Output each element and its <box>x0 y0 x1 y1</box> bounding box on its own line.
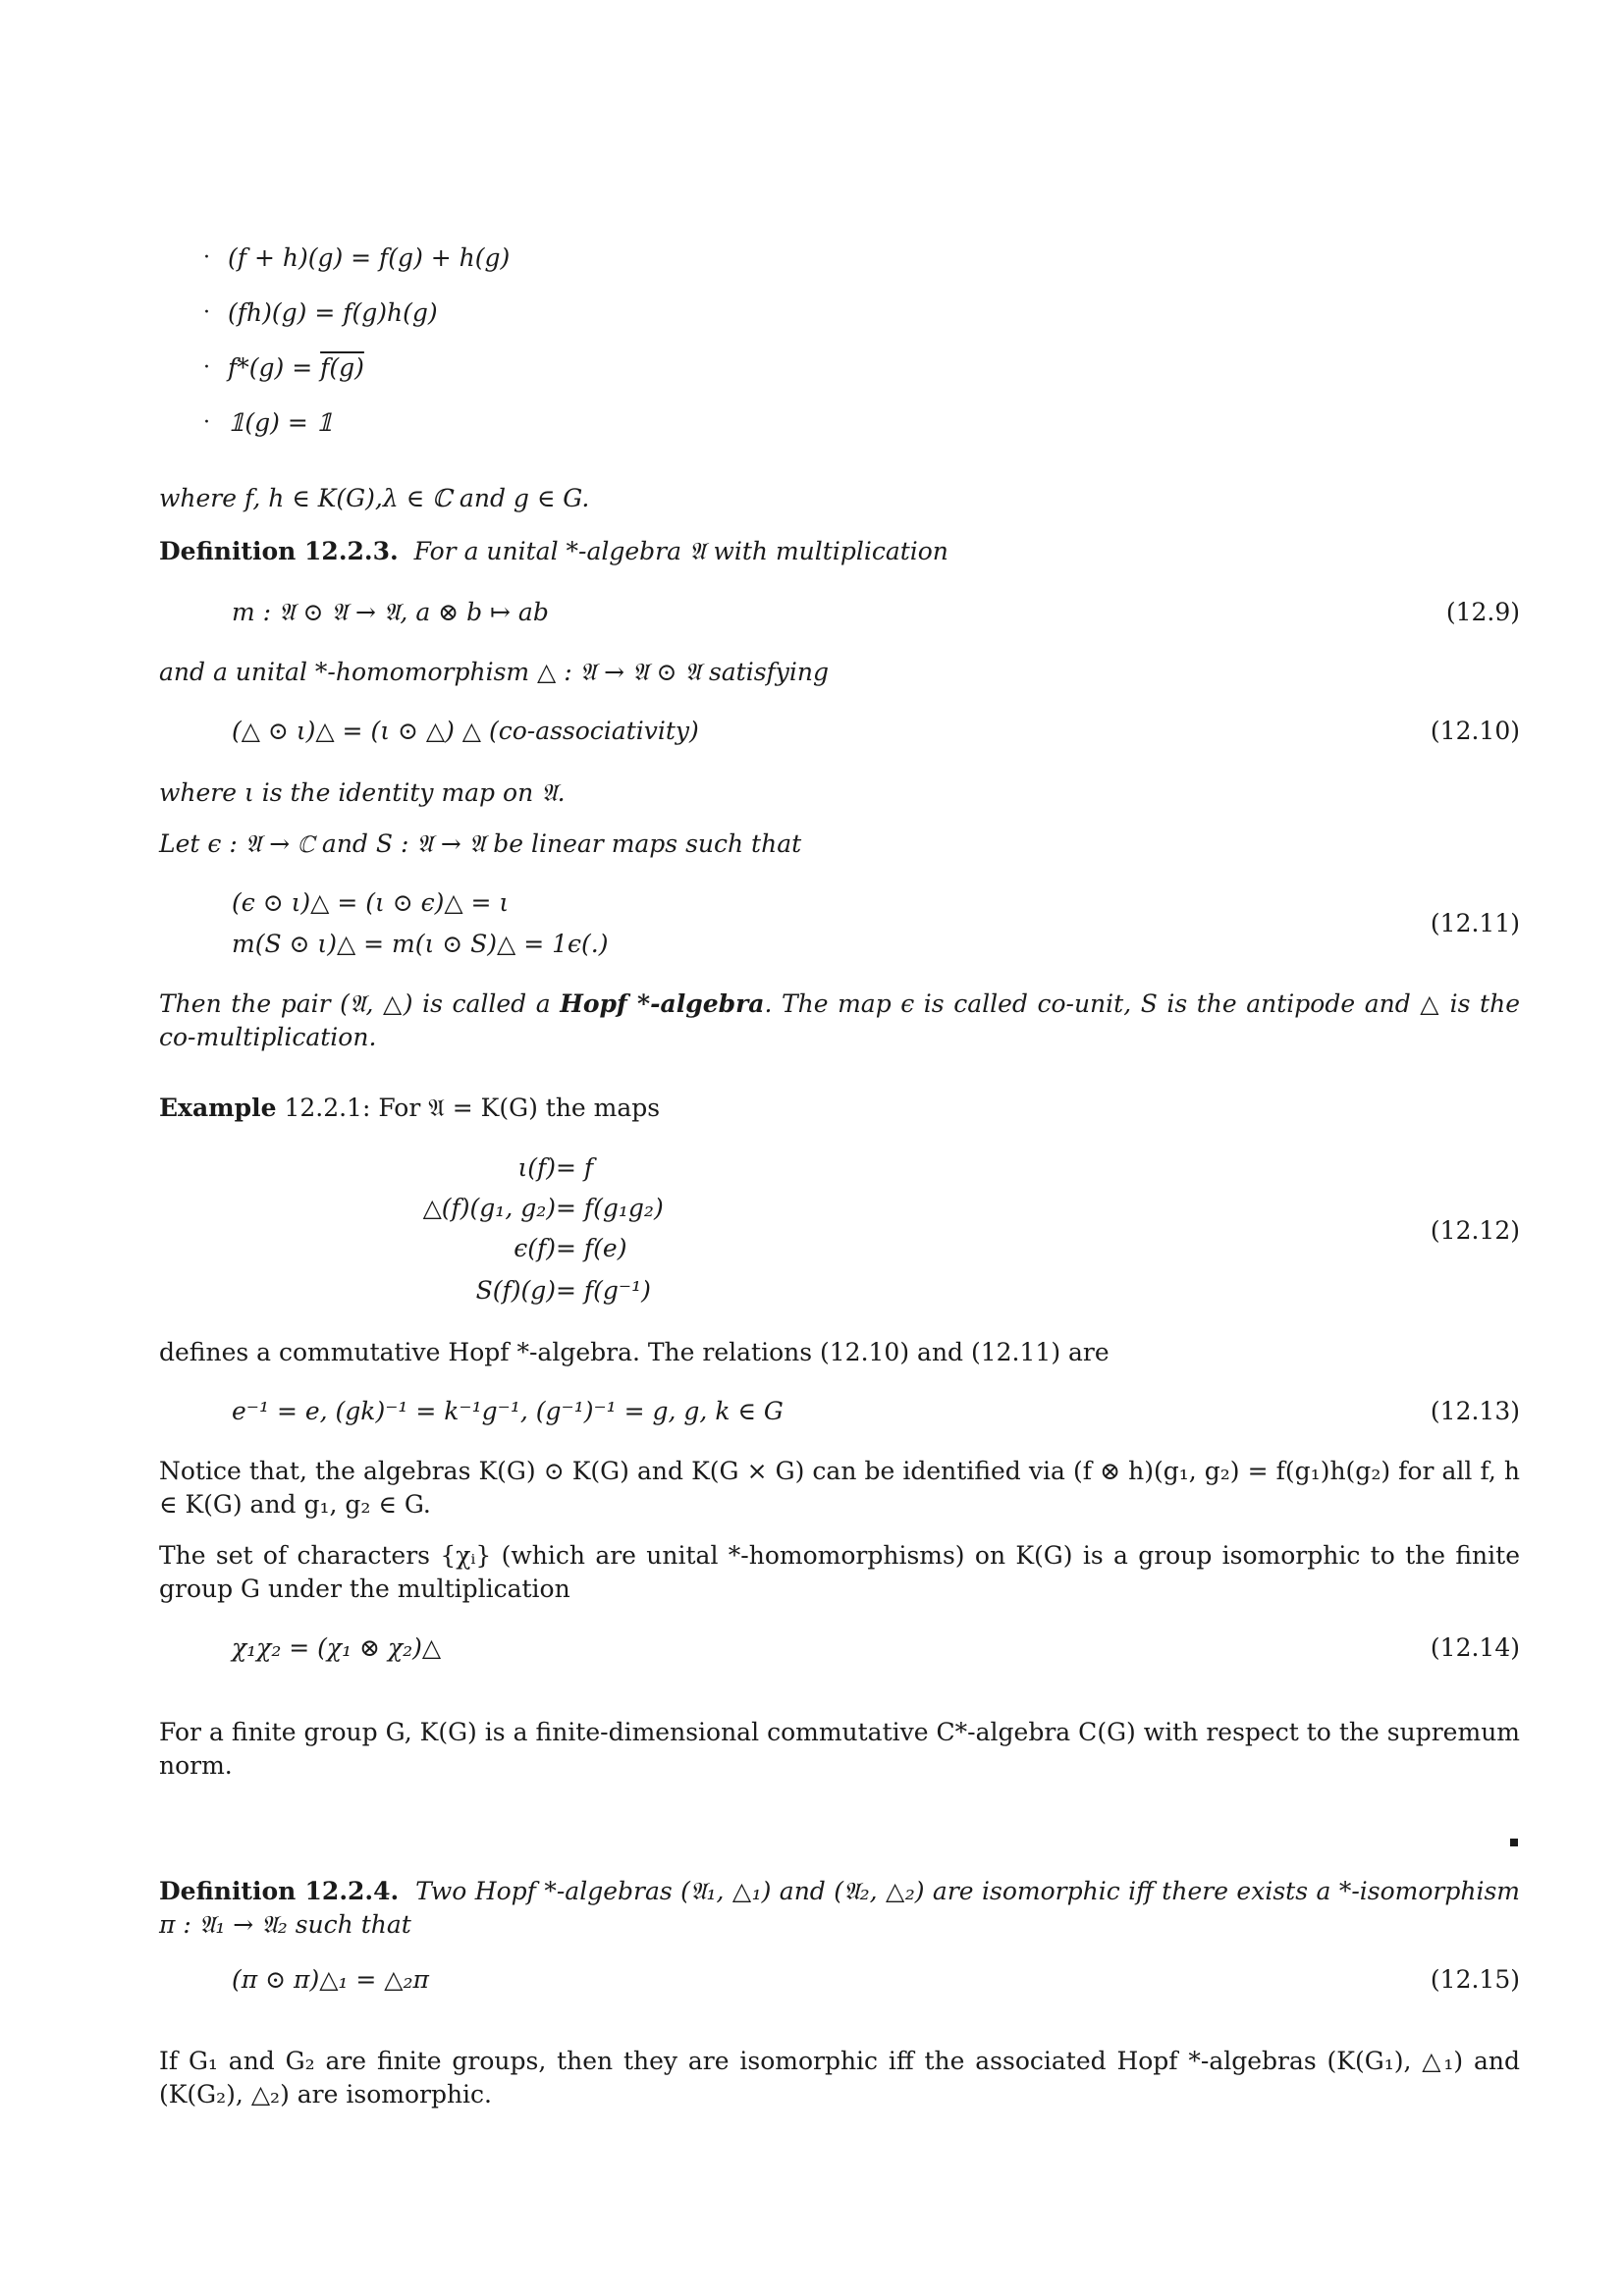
equation-rhs: = f(g₁g₂) <box>556 1194 664 1222</box>
equation-12-10: (△ ⊙ ι)△ = (ι ⊙ △) △ (co-associativity) <box>232 717 699 745</box>
definition-label: Definition 12.2.3. <box>159 537 399 565</box>
definition-text: Two Hopf *-algebras (𝔄₁, △₁) and (𝔄₂, △₂) are isomorphic iff there exists a *-isomorphism π : 𝔄₁ → 𝔄₂ such that <box>159 1877 1520 1939</box>
finite-group-paragraph: For a finite group G, K(G) is a finite-dimensional commutative C*-algebra C(G) with respect to the supremum norm. <box>159 1718 1520 1780</box>
equation-number: (12.15) <box>1430 1965 1520 1994</box>
bullet-marker: · <box>203 410 210 435</box>
hopf-text-pre: Then the pair (𝔄, △) is called a <box>159 989 561 1018</box>
definition-label: Definition 12.2.4. <box>159 1877 400 1905</box>
equation-rhs: = f(e) <box>556 1234 627 1262</box>
bullet-item: 𝟙(g) = 𝟙 <box>228 408 334 437</box>
equation-12-12-row <box>232 1274 821 1313</box>
equation-rhs: = f(g⁻¹) <box>556 1276 651 1305</box>
characters-paragraph: The set of characters {χᵢ} (which are unital *-homomorphisms) on K(G) is a group isomorphic to the finite group G under the multiplication <box>159 1541 1520 1603</box>
equation-12-14: χ₁χ₂ = (χ₁ ⊗ χ₂)△ <box>232 1633 442 1662</box>
equation-number: (12.10) <box>1430 717 1520 745</box>
bullet-item <box>228 351 364 385</box>
equation-lhs: ϵ(f) <box>514 1234 556 1262</box>
hopf-text-post: . The map ϵ is called co-unit, S is the antipode and △ is the co-multiplication. <box>159 989 1520 1051</box>
equation-12-12-row <box>232 1192 821 1231</box>
equation-12-9: m : 𝔄 ⊙ 𝔄 → 𝔄, a ⊗ b ↦ ab <box>232 598 549 626</box>
example-text: 12.2.1: For 𝔄 = K(G) the maps <box>276 1094 661 1122</box>
example-label: Example <box>159 1094 277 1122</box>
hopf-term: Hopf *-algebra <box>560 989 765 1018</box>
bullet-marker: · <box>203 300 210 325</box>
overlined-term: f(g) <box>320 353 364 382</box>
example-12-2-1 <box>159 1092 1520 1125</box>
where-line: where f, h ∈ K(G),λ ∈ ℂ and g ∈ G. <box>159 484 590 512</box>
equation-number: (12.12) <box>1430 1216 1520 1245</box>
bullet-item: (f + h)(g) = f(g) + h(g) <box>228 243 511 272</box>
equation-12-11-line1: (ϵ ⊙ ι)△ = (ι ⊙ ϵ)△ = ι <box>232 888 510 917</box>
equation-lhs: S(f)(g) <box>475 1276 556 1305</box>
definition-12-2-4 <box>159 1875 1520 1942</box>
definition-12-2-3 <box>159 535 1520 568</box>
bullet-item: (fh)(g) = f(g)h(g) <box>228 298 438 327</box>
equation-number: (12.11) <box>1430 909 1520 937</box>
equation-number: (12.14) <box>1430 1633 1520 1662</box>
linear-maps-line: Let ϵ : 𝔄 → ℂ and S : 𝔄 → 𝔄 be linear maps such that <box>159 829 802 858</box>
equation-12-12-row <box>232 1232 821 1271</box>
bullet-marker: · <box>203 355 210 380</box>
equation-rhs: = f <box>556 1153 594 1182</box>
bullet-marker: · <box>203 245 210 270</box>
notice-paragraph: Notice that, the algebras K(G) ⊙ K(G) and K(G × G) can be identified via (f ⊗ h)(g₁, g₂) = f(g₁)h(g₂) for all f, h ∈ K(G) and g₁, g₂ ∈ G. <box>159 1457 1520 1519</box>
definition-text: For a unital *-algebra 𝔄 with multiplication <box>413 537 948 565</box>
equation-12-15: (π ⊙ π)△₁ = △₂π <box>232 1965 429 1994</box>
defines-line: defines a commutative Hopf *-algebra. The relations (12.10) and (12.11) are <box>159 1338 1110 1366</box>
equation-12-13: e⁻¹ = e, (gk)⁻¹ = k⁻¹g⁻¹, (g⁻¹)⁻¹ = g, g, k ∈ G <box>232 1397 784 1425</box>
equation-lhs: △(f)(g₁, g₂) <box>422 1194 556 1222</box>
identity-map-line: where ι is the identity map on 𝔄. <box>159 778 566 807</box>
equation-number: (12.13) <box>1430 1397 1520 1425</box>
equation-lhs: ι(f) <box>517 1153 556 1182</box>
equation-number: (12.9) <box>1445 598 1520 626</box>
equation-12-12-row <box>232 1151 821 1191</box>
homomorphism-line: and a unital *-homomorphism △ : 𝔄 → 𝔄 ⊙ 𝔄 satisfying <box>159 658 830 686</box>
hopf-definition-paragraph <box>159 988 1520 1054</box>
end-of-proof-mark <box>1510 1839 1518 1846</box>
equation-12-11-line2: m(S ⊙ ι)△ = m(ι ⊙ S)△ = 1ϵ(.) <box>232 930 609 958</box>
bullet-star-prefix: f*(g) = <box>228 353 321 382</box>
isomorphism-paragraph: If G₁ and G₂ are finite groups, then they are isomorphic iff the associated Hopf *-algebras (K(G₁), △₁) and (K(G₂), △₂) are isomorphic. <box>159 2047 1520 2109</box>
